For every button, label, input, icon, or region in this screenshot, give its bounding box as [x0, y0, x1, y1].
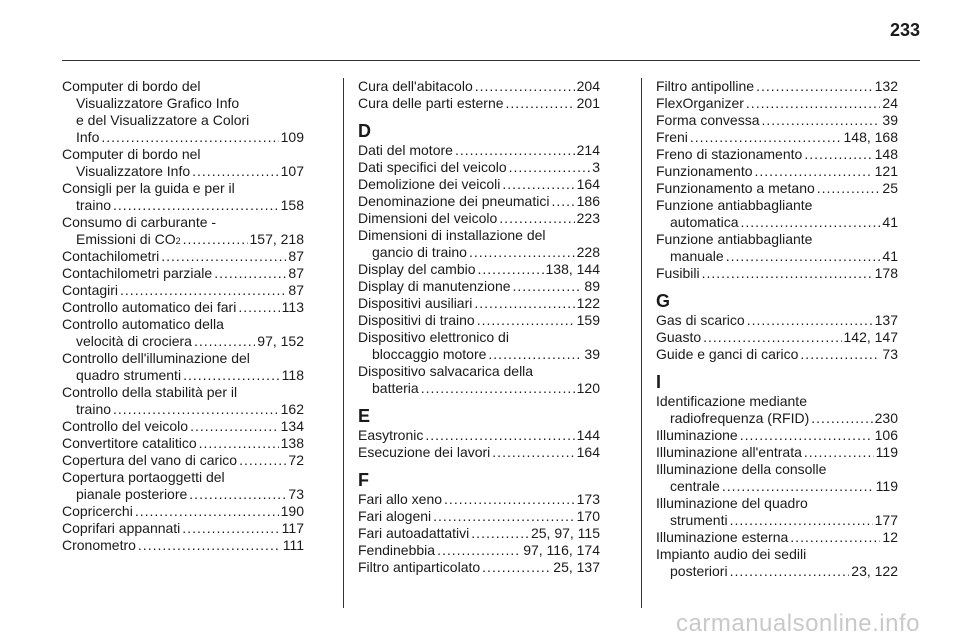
page-reference[interactable]: 162: [280, 401, 304, 417]
index-entry-term: quadro strumenti: [76, 367, 182, 383]
index-entry: [656, 312, 898, 329]
index-letter-heading: E: [358, 406, 371, 426]
index-entry-term: Fari alogeni: [358, 508, 432, 524]
dot-leader: [800, 346, 880, 363]
dot-leader: [492, 444, 574, 461]
index-entry: [62, 384, 304, 418]
index-entry-text: Copertura portaoggetti del: [62, 469, 225, 485]
dot-leader: [101, 129, 278, 146]
index-entry: [62, 350, 304, 384]
index-entry: [358, 329, 600, 363]
dot-leader: [730, 512, 873, 529]
dot-leader: [746, 95, 881, 112]
index-entry-term: manuale: [670, 248, 724, 264]
index-entry: [358, 295, 600, 312]
dot-leader: [726, 248, 881, 265]
page-reference[interactable]: 164: [576, 444, 600, 460]
dot-leader: [444, 491, 575, 508]
index-entry-term: Cronometro: [62, 537, 136, 553]
dot-leader: [499, 210, 574, 227]
index-entry: [62, 282, 304, 299]
index-entry: [358, 525, 600, 542]
page-reference[interactable]: 3: [592, 159, 600, 175]
index-entry-text: Dimensioni di installazione del: [358, 227, 546, 243]
index-entry-term: Guide e ganci di carico: [656, 346, 799, 362]
index-entry-text: Illuminazione del quadro: [656, 495, 808, 511]
index-entry-term: Dispositivi di traino: [358, 312, 475, 328]
index-entry-term: Demolizione dei veicoli: [358, 176, 501, 192]
index-entry: [62, 435, 304, 452]
index-entry-term: Forma convessa: [656, 112, 760, 128]
page-reference[interactable]: 87: [288, 248, 304, 264]
index-entry-term: Dimensioni del veicolo: [358, 210, 498, 226]
page-reference[interactable]: 12: [882, 529, 898, 545]
page-reference[interactable]: 132: [874, 78, 898, 94]
index-entry: [358, 210, 600, 227]
watermark: carmanualsonline.info: [676, 610, 920, 637]
index-entry-term: traino: [76, 197, 112, 213]
index-entry-term: Dati specifici del veicolo: [358, 159, 507, 175]
index-entry-text: e del Visualizzatore a Colori: [76, 112, 250, 128]
index-entry: [358, 542, 600, 559]
index-entry: [358, 227, 600, 261]
index-entry: [656, 546, 898, 580]
index-entry-term: Copricerchi: [62, 503, 133, 519]
header-rule: [62, 60, 920, 61]
dot-leader: [214, 265, 286, 282]
dot-leader: [804, 444, 874, 461]
index-entry-term: strumenti: [670, 512, 728, 528]
index-entry: [358, 176, 600, 193]
page-reference[interactable]: 25: [882, 180, 898, 196]
index-entry: [656, 112, 898, 129]
index-entry-text: Controllo della stabilità per il: [62, 384, 238, 400]
index-entry: [358, 78, 600, 95]
page-reference[interactable]: 87: [288, 265, 304, 281]
dot-leader: [421, 380, 575, 397]
index-entry-term: Convertitore catalitico: [62, 435, 197, 451]
index-entry-text: Consumo di carburante -: [62, 214, 217, 230]
index-entry-term: Info: [76, 129, 100, 145]
index-entry: [656, 346, 898, 363]
dot-leader: [502, 176, 574, 193]
dot-leader: [194, 333, 255, 350]
index-entry: [62, 78, 304, 146]
dot-leader: [183, 231, 248, 248]
index-entry-text: Identificazione mediante: [656, 393, 807, 409]
page-reference[interactable]: 159: [576, 312, 600, 328]
dot-leader: [183, 367, 280, 384]
dot-leader: [790, 529, 880, 546]
index-entry: [358, 491, 600, 508]
dot-leader: [437, 542, 521, 559]
index-entry-text: Dispositivo salvacarica della: [358, 363, 534, 379]
index-entry-term: Fusibili: [656, 265, 700, 281]
dot-leader: [509, 159, 591, 176]
dot-leader: [425, 427, 574, 444]
index-entry-term: Cura delle parti esterne: [358, 95, 504, 111]
index-entry-term: Fari autoadattativi: [358, 525, 470, 541]
index-entry: [656, 495, 898, 529]
dot-leader: [478, 261, 544, 278]
index-entry-term: Cura dell'abitacolo: [358, 78, 473, 94]
index-entry-term: Emissioni di CO: [76, 231, 176, 247]
dot-leader: [469, 244, 575, 261]
index-entry-term: automatica: [670, 214, 739, 230]
index-entry: [62, 503, 304, 520]
index-entry-text: Visualizzatore Grafico Info: [76, 95, 240, 111]
index-entry: [656, 265, 898, 282]
dot-leader: [747, 312, 873, 329]
index-entry-term: Controllo del veicolo: [62, 418, 189, 434]
dot-leader: [113, 401, 279, 418]
index-entry-term: velocità di crociera: [76, 333, 192, 349]
index-entry: [62, 248, 304, 265]
dot-leader: [192, 163, 279, 180]
page-reference[interactable]: 111: [282, 537, 304, 553]
index-entry-text: Computer di bordo del: [62, 78, 201, 94]
index-entry-term: Fendinebbia: [358, 542, 436, 558]
index-entry-term: Denominazione dei pneumatici: [358, 193, 550, 209]
index-entry-term: Controllo automatico dei fari: [62, 299, 237, 315]
index-entry-text: Impianto audio dei sedili: [656, 546, 807, 562]
index-entry-term: Dispositivi ausiliari: [358, 295, 473, 311]
page-reference[interactable]: 121: [874, 163, 898, 179]
index-entry-term: bloccaggio motore: [372, 346, 487, 362]
dot-leader: [703, 329, 841, 346]
index-entry-term: Illuminazione all'entrata: [656, 444, 802, 460]
dot-leader: [113, 197, 279, 214]
page-reference[interactable]: 41: [882, 248, 898, 264]
page-reference[interactable]: 97, 152: [257, 333, 304, 349]
page-reference[interactable]: 72: [288, 452, 304, 468]
page-reference[interactable]: 228: [576, 244, 600, 260]
dot-leader: [811, 410, 872, 427]
index-entry-text: Illuminazione della consolle: [656, 461, 827, 477]
dot-leader: [433, 508, 574, 525]
index-entry: [62, 299, 304, 316]
page-reference[interactable]: 142, 147: [843, 329, 898, 345]
page-reference[interactable]: 23, 122: [851, 563, 898, 579]
index-entry-term: pianale posteriore: [76, 486, 188, 502]
index-entry-term: Display di manutenzione: [358, 278, 511, 294]
page-reference[interactable]: 158: [280, 197, 304, 213]
index-entry-text: Consigli per la guida e per il: [62, 180, 235, 196]
page-reference[interactable]: 173: [576, 491, 600, 507]
page-reference[interactable]: 177: [874, 512, 898, 528]
dot-leader: [740, 427, 873, 444]
index-letter-heading: D: [358, 121, 371, 141]
index-entry-text: Controllo dell'illuminazione del: [62, 350, 250, 366]
index-entry: [656, 78, 898, 95]
index-entry-term: Funzionamento: [656, 163, 753, 179]
dot-leader: [482, 559, 551, 576]
index-entry: [358, 159, 600, 176]
index-entry: [358, 444, 600, 461]
index-entry: [358, 193, 600, 210]
column-divider-2: [641, 78, 642, 608]
dot-leader: [475, 78, 575, 95]
index-entry-term: Illuminazione: [656, 427, 738, 443]
dot-leader: [761, 112, 880, 129]
index-entry-text: Dispositivo elettronico di: [358, 329, 509, 345]
index-column-3: [656, 78, 898, 580]
index-entry: [656, 95, 898, 112]
index-entry: [62, 316, 304, 350]
page-reference[interactable]: 25, 137: [553, 559, 600, 575]
index-entry-term: Display del cambio: [358, 261, 476, 277]
index-entry-term: Contagiri: [62, 282, 119, 298]
dot-leader: [239, 452, 286, 469]
index-letter-heading: I: [656, 372, 662, 392]
dot-leader: [722, 478, 874, 495]
index-entry: [656, 529, 898, 546]
index-entry: [656, 146, 898, 163]
page-reference[interactable]: 87: [288, 282, 304, 298]
index-entry: [62, 452, 304, 469]
page-reference[interactable]: 178: [874, 265, 898, 281]
column-divider-1: [343, 78, 344, 608]
index-entry: [358, 142, 600, 159]
index-entry-term: Fari allo xeno: [358, 491, 443, 507]
index-entry-term: Esecuzione dei lavori: [358, 444, 491, 460]
index-entry-term: Coprifari appannati: [62, 520, 181, 536]
page-reference[interactable]: 137: [874, 312, 898, 328]
index-entry-term: Visualizzatore Info: [76, 163, 191, 179]
dot-leader: [189, 486, 286, 503]
index-entry: [656, 129, 898, 146]
index-entry-term: Gas di scarico: [656, 312, 745, 328]
index-entry-term: Contachilometri parziale: [62, 265, 213, 281]
page-reference[interactable]: 138: [280, 435, 304, 451]
page-reference[interactable]: 186: [576, 193, 600, 209]
index-entry: [358, 508, 600, 525]
index-entry-term: Funzionamento a metano: [656, 180, 815, 196]
index-entry-term: radiofrequenza (RFID): [670, 410, 810, 426]
index-entry-term: batteria: [372, 380, 419, 396]
index-entry: [62, 520, 304, 537]
dot-leader: [238, 299, 279, 316]
page-reference[interactable]: 97, 116, 174: [523, 542, 600, 558]
index-entry: [62, 265, 304, 282]
index-entry-term: Illuminazione esterna: [656, 529, 789, 545]
page-reference[interactable]: 214: [576, 142, 600, 158]
page-reference[interactable]: 138, 144: [545, 261, 600, 277]
index-entry: [656, 461, 898, 495]
index-entry: [62, 537, 304, 554]
dot-leader: [182, 520, 279, 537]
page-reference[interactable]: 25, 97, 115: [530, 525, 600, 541]
index-entry: [656, 444, 898, 461]
page-reference[interactable]: 73: [288, 486, 304, 502]
page-reference[interactable]: 190: [280, 503, 304, 519]
page-reference[interactable]: 122: [576, 295, 600, 311]
dot-leader: [488, 346, 582, 363]
dot-leader: [756, 78, 873, 95]
index-entry-text: Funzione antiabbagliante: [656, 231, 813, 247]
dot-leader: [513, 278, 583, 295]
page-reference[interactable]: 39: [584, 346, 600, 362]
page-reference[interactable]: 120: [576, 380, 600, 396]
index-entry: [358, 278, 600, 295]
index-entry-term: Freni: [656, 129, 688, 145]
dot-leader: [755, 163, 873, 180]
index-entry-term: Dati del motore: [358, 142, 453, 158]
index-entry: [358, 559, 600, 576]
dot-leader: [190, 418, 279, 435]
index-entry: [656, 329, 898, 346]
page-reference[interactable]: 113: [281, 299, 304, 315]
index-entry-term: Guasto: [656, 329, 702, 345]
page-reference[interactable]: 157, 218: [249, 231, 304, 247]
index-entry-term: gancio di traino: [372, 244, 467, 260]
index-entry: [62, 418, 304, 435]
index-entry-term: Copertura del vano di carico: [62, 452, 238, 468]
page-reference[interactable]: 39: [882, 112, 898, 128]
index-entry: [656, 180, 898, 197]
index-entry-term: Filtro antipolline: [656, 78, 755, 94]
page-reference[interactable]: 134: [280, 418, 304, 434]
index-entry: [62, 469, 304, 503]
index-column-1: [62, 78, 304, 554]
page-number: 233: [889, 20, 920, 40]
page-reference[interactable]: 109: [280, 129, 304, 145]
index-entry: Consumo di carburante - Emissioni di CO 2 ..... 157, 218: [62, 214, 304, 248]
index-letter-heading: G: [656, 291, 671, 311]
dot-leader: [804, 146, 872, 163]
dot-leader: [730, 563, 850, 580]
page-reference[interactable]: 170: [576, 508, 600, 524]
page-reference[interactable]: 148, 168: [843, 129, 898, 145]
index-entry: [358, 427, 600, 444]
index-entry: [358, 261, 600, 278]
page-reference[interactable]: 144: [576, 427, 600, 443]
index-entry: [656, 427, 898, 444]
page-reference[interactable]: 119: [875, 478, 898, 494]
dot-leader: [477, 312, 575, 329]
index-entry-term: traino: [76, 401, 112, 417]
page-reference[interactable]: 230: [874, 410, 898, 426]
dot-leader: [551, 193, 574, 210]
dot-leader: [702, 265, 873, 282]
page-reference[interactable]: 118: [281, 367, 304, 383]
index-letter-heading: F: [358, 470, 369, 490]
index-entry-term: Freno di stazionamento: [656, 146, 803, 162]
index-column-2: [358, 78, 600, 576]
page-reference[interactable]: 41: [882, 214, 898, 230]
index-entry: [358, 95, 600, 112]
dot-leader: [120, 282, 286, 299]
dot-leader: [199, 435, 279, 452]
dot-leader: [135, 503, 279, 520]
dot-leader: [138, 537, 281, 554]
page-reference[interactable]: 117: [281, 520, 304, 536]
page-reference[interactable]: 164: [576, 176, 600, 192]
page-reference[interactable]: 89: [584, 278, 600, 294]
index-entry-text: Controllo automatico della: [62, 316, 224, 332]
index-entry: [358, 312, 600, 329]
dot-leader: [161, 248, 286, 265]
dot-leader: [690, 129, 842, 146]
page-reference[interactable]: 24: [882, 95, 898, 111]
page-reference[interactable]: 204: [576, 78, 600, 94]
index-entry: [62, 146, 304, 180]
index-entry-term: centrale: [670, 478, 720, 494]
page-reference[interactable]: 223: [576, 210, 600, 226]
dot-leader: [740, 214, 880, 231]
index-entry: [656, 393, 898, 427]
dot-leader: [471, 525, 529, 542]
dot-leader: [506, 95, 575, 112]
index-entry: [656, 197, 898, 231]
index-entry: [656, 163, 898, 180]
index-entry-text: Funzione antiabbagliante: [656, 197, 813, 213]
index-entry: [656, 231, 898, 265]
index-entry-term: Contachilometri: [62, 248, 160, 264]
page-reference[interactable]: 107: [280, 163, 304, 179]
index-entry-term: posteriori: [670, 563, 728, 579]
page-reference[interactable]: 73: [882, 346, 898, 362]
dot-leader: [817, 180, 881, 197]
index-entry: [358, 363, 600, 397]
page-reference[interactable]: 148: [874, 146, 898, 162]
index-entry-term: Easytronic: [358, 427, 424, 443]
index-entry-text: Computer di bordo nel: [62, 146, 201, 162]
page-reference[interactable]: 106: [874, 427, 898, 443]
index-entry-term: FlexOrganizer: [656, 95, 744, 111]
dot-leader: [474, 295, 574, 312]
page-reference[interactable]: 119: [875, 444, 898, 460]
dot-leader: [455, 142, 575, 159]
index-entry-term: Filtro antiparticolato: [358, 559, 481, 575]
index-entry: [62, 180, 304, 214]
page-reference[interactable]: 201: [576, 95, 600, 111]
